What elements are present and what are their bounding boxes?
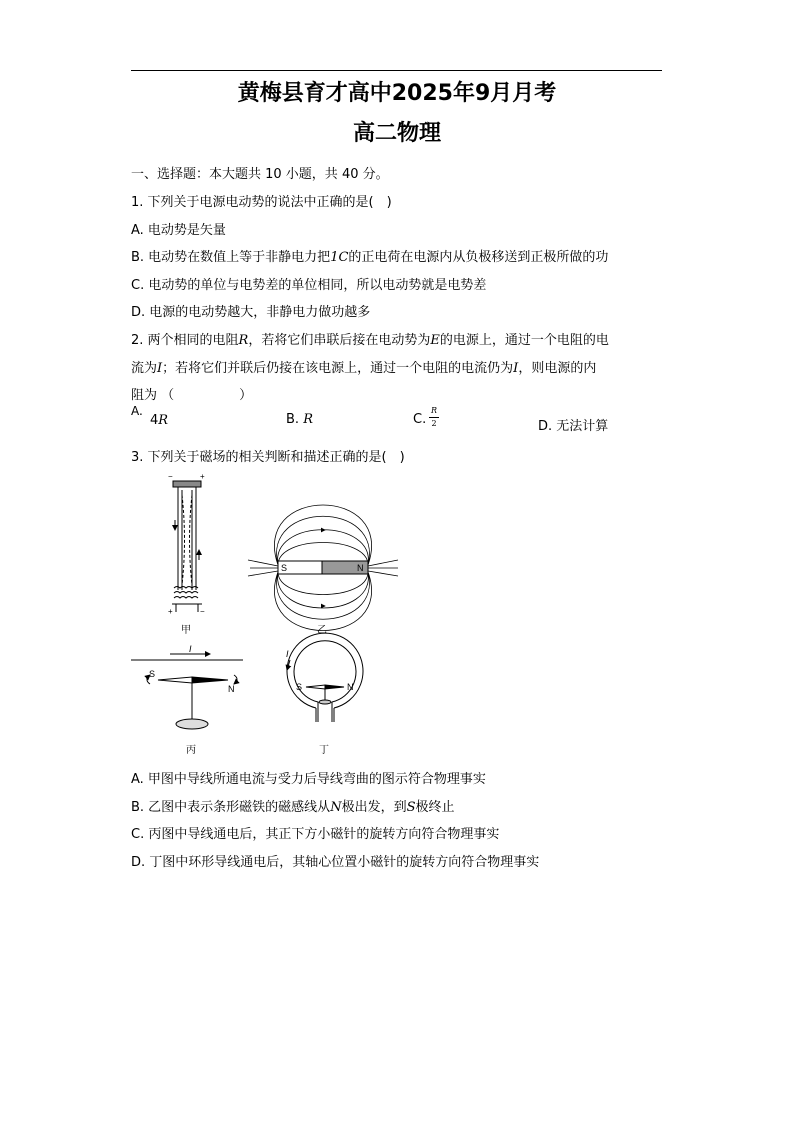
jia-minus-bottom: − xyxy=(200,607,205,616)
magnet-s-label: S xyxy=(281,563,288,573)
fig-jia-caption: 甲 xyxy=(181,625,191,636)
q2-option-a-value: 4R xyxy=(150,413,169,428)
q3-option-d: D. 丁图中环形导线通电后，其轴心位置小磁针的旋转方向符合物理事实 xyxy=(131,855,540,870)
fig-bing-caption: 丙 xyxy=(186,745,196,756)
q1-stem: 1. 下列关于电源电动势的说法中正确的是( ) xyxy=(131,195,392,210)
q1-option-d: D. 电源的电动势越大，非静电力做功越多 xyxy=(131,305,371,320)
ding-current-label: I xyxy=(286,649,289,659)
q2-option-c-label: C. xyxy=(413,412,427,427)
q3-option-b: B. 乙图中表示条形磁铁的磁感线从N极出发，到S极终止 xyxy=(131,800,455,815)
magnet-n-label: N xyxy=(357,563,364,573)
q1-option-c: C. 电动势的单位与电势差的单位相同，所以电动势就是电势差 xyxy=(131,278,487,293)
bing-s-label: S xyxy=(149,669,156,679)
q1-option-b: B. 电动势在数值上等于非静电力把1C的正电荷在电源内从负极移送到正极所做的功 xyxy=(131,250,609,265)
q2-option-b: B. R xyxy=(286,412,313,427)
q2-option-d: D. 无法计算 xyxy=(538,419,609,434)
bing-current-label: I xyxy=(189,644,192,654)
q2-stem-line1: 2. 两个相同的电阻R，若将它们串联后接在电动势为E的电源上，通过一个电阻的电 xyxy=(131,333,609,348)
jia-plus-top: + xyxy=(200,472,205,481)
jia-plus-bottom: + xyxy=(168,607,173,616)
q2-option-a-label: A. xyxy=(131,404,143,418)
ding-s-label: S xyxy=(296,682,303,692)
section-heading: 一、选择题：本大题共 10 小题，共 40 分。 xyxy=(131,167,389,182)
jia-minus-top: − xyxy=(168,472,173,481)
q2-option-c-fraction: R 2 xyxy=(430,406,438,428)
q2-stem-line2: 流为I；若将它们并联后仍接在该电源上，通过一个电阻的电流仍为I，则电源的内 xyxy=(131,361,597,376)
figure-jia xyxy=(172,481,202,612)
q3-option-c: C. 丙图中导线通电后，其正下方小磁针的旋转方向符合物理事实 xyxy=(131,827,500,842)
q3-stem: 3. 下列关于磁场的相关判断和描述正确的是( ) xyxy=(131,450,405,465)
q1-option-a: A. 电动势是矢量 xyxy=(131,223,226,238)
exam-title: 黄梅县育才高中2025年9月月考 xyxy=(237,81,557,106)
ding-n-label: N xyxy=(347,682,354,692)
figure-bing xyxy=(131,654,243,729)
fig-ding-caption: 丁 xyxy=(319,745,329,756)
q2-stem-line3: 阻为 （ ） xyxy=(131,388,253,403)
figure-ding xyxy=(287,633,363,722)
exam-subject: 高二物理 xyxy=(352,121,441,146)
fig-yi-caption: 乙 xyxy=(317,625,327,636)
q3-option-a: A. 甲图中导线所通电流与受力后导线弯曲的图示符合物理事实 xyxy=(131,772,486,787)
bing-n-label: N xyxy=(228,684,235,694)
